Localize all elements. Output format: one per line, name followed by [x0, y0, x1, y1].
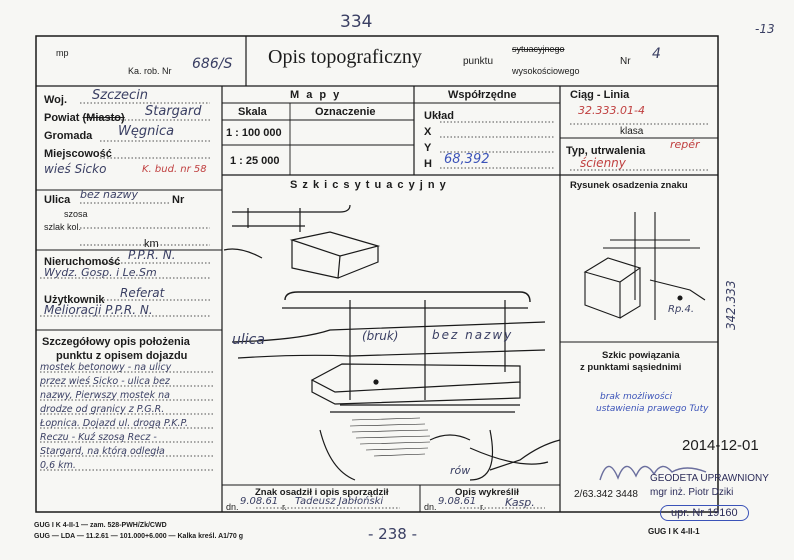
znak-signature: Tadeusz Jabłoński: [295, 496, 384, 507]
nieruchomosc-value-1: P.P.R. N.: [128, 248, 176, 262]
szkic-bez-nazwy-label: bez nazwy: [432, 328, 514, 342]
h-label: H: [424, 158, 432, 170]
ka-rob-value: 686/S: [192, 56, 233, 72]
stamp-line-2: mgr inż. Piotr Dziki: [650, 487, 734, 498]
szczegolowy-description: [40, 361, 220, 473]
mapy-title: M a p y: [290, 89, 342, 101]
typ-value-2: ścienny: [580, 156, 626, 170]
powiat-value: Stargard: [145, 104, 202, 119]
gromada-value: Węgnica: [118, 124, 175, 139]
top-number: 334: [340, 12, 373, 32]
punktu-struck: sytuacyjnego: [512, 44, 565, 54]
nr-label: Nr: [620, 56, 631, 67]
powiazania-title-2: z punktami sąsiednimi: [580, 362, 682, 373]
ref-number: 2/63.342 3448: [574, 489, 638, 500]
stamp-date: 2014-12-01: [682, 437, 759, 454]
znak-date: 9.08.61: [240, 496, 279, 507]
desc-line: mostek betonowy - na ulicy: [40, 362, 172, 373]
miejscowosc-label: Miejscowość: [44, 148, 112, 160]
powiazania-note-2: ustawienia prawego Tuty: [596, 404, 709, 414]
znak-r: r.: [282, 502, 288, 512]
nieruchomosc-value-2: Wydz. Gosp. i Le.Sm: [44, 266, 157, 279]
oznaczenie-label: Oznaczenie: [315, 106, 376, 118]
punktu-label: punktu: [463, 56, 494, 67]
szczegolowy-title-2: punktu z opisem dojazdu: [56, 350, 188, 362]
znak-dn: dn.: [226, 502, 239, 512]
nieruchomosc-label: Nieruchomość: [44, 256, 121, 268]
scale-25000: 1 : 25 000: [230, 155, 280, 167]
szlak-label: szlak kol.: [44, 222, 82, 232]
skala-label: Skala: [238, 106, 267, 118]
rysunek-label: Rp.4.: [668, 304, 695, 315]
desc-line: nazwy, Pierwszy mostek na: [40, 390, 170, 401]
opis-dn: dn.: [424, 502, 437, 512]
nr-value: 4: [652, 46, 661, 62]
opis-signature: Kasp.: [505, 496, 535, 509]
mp-label: mp: [56, 48, 69, 58]
stamp-line-3: upr. Nr 19160: [660, 505, 749, 521]
szosa-label: szosa: [64, 209, 88, 219]
desc-line: drodze od granicy z P.G.R.: [40, 404, 165, 415]
woj-label: Woj.: [44, 94, 68, 106]
y-label: Y: [424, 142, 432, 154]
desc-line: Łopnica. Dojazd ul. drogą P.K.P.: [40, 418, 189, 429]
scale-100000: 1 : 100 000: [226, 127, 282, 139]
h-value: 68,392: [444, 152, 490, 167]
opis-r: r.: [480, 502, 486, 512]
szkic-ulica-label: ulica: [232, 332, 265, 348]
desc-line: Reczu - Kuź szosą Recz -: [40, 432, 157, 443]
powiazania-note-1: brak możliwości: [600, 392, 673, 402]
powiazania-title-1: Szkic powiązania: [602, 350, 680, 361]
ka-rob-label: Ka. rob. Nr: [128, 66, 172, 76]
x-label: X: [424, 126, 432, 138]
form-title: Opis topograficzny: [268, 46, 422, 68]
szczegolowy-title-1: Szczegółowy opis położenia: [42, 336, 190, 348]
szkic-row-label: rów: [450, 464, 471, 477]
stamp-line-1: GEODETA UPRAWNIONY: [650, 473, 769, 484]
rysunek-title: Rysunek osadzenia znaku: [570, 180, 688, 191]
side-numbers: 342.333: [724, 280, 738, 330]
footer-page-number: - 238 -: [368, 525, 417, 543]
ciag-value: 32.333.01-4: [578, 104, 645, 117]
uklad-label: Układ: [424, 110, 454, 122]
opis-date: 9.08.61: [438, 496, 477, 507]
uzytkownik-label: Użytkownik: [44, 294, 105, 306]
miejscowosc-value: wieś Sicko: [44, 162, 107, 176]
wspolrzedne-title: Współrzędne: [448, 89, 517, 101]
ulica-nr-label: Nr: [172, 194, 185, 206]
footer-left-2: GUG — LDA — 11.2.61 — 101.000+6.000 — Kalka kreśl. A1/70 g: [34, 533, 244, 540]
ulica-value: bez nazwy: [80, 188, 139, 201]
wysokosciowy-label: wysokościowego: [512, 66, 580, 76]
top-right-number: -13: [755, 22, 775, 36]
typ-value-1: repér: [670, 138, 700, 151]
powiat-label: Powiat (Miasto): [44, 112, 125, 124]
szkic-title: S z k i c s y t u a c y j n y: [290, 179, 447, 191]
footer-right: GUG I K 4-II-1: [648, 527, 700, 536]
uzytkownik-value-1: Referat: [120, 286, 165, 300]
miejscowosc-note: K. bud. nr 58: [142, 164, 207, 175]
gromada-label: Gromada: [44, 130, 93, 142]
km-label: km: [144, 238, 159, 250]
typ-label: Typ, utrwalenia: [566, 145, 646, 157]
ulica-label: Ulica: [44, 194, 71, 206]
klasa-label: klasa: [620, 126, 644, 137]
desc-line: przez wieś Sicko - ulica bez: [40, 376, 170, 387]
ciag-title: Ciąg - Linia: [570, 89, 630, 101]
woj-value: Szczecin: [92, 88, 149, 103]
znak-title: Znak osadził i opis sporządził: [255, 487, 389, 498]
footer-left-1: GUG I K 4-II-1 — zam. 528-PWH/Zk/CWD: [34, 522, 167, 529]
opis-title: Opis wykreślił: [455, 487, 519, 498]
desc-line: Stargard, na którą odległa: [40, 446, 165, 457]
uzytkownik-value-2: Melioracji P.P.R. N.: [44, 303, 153, 317]
szkic-bruk-label: (bruk): [362, 329, 399, 343]
desc-line: 0,6 km.: [40, 460, 76, 471]
